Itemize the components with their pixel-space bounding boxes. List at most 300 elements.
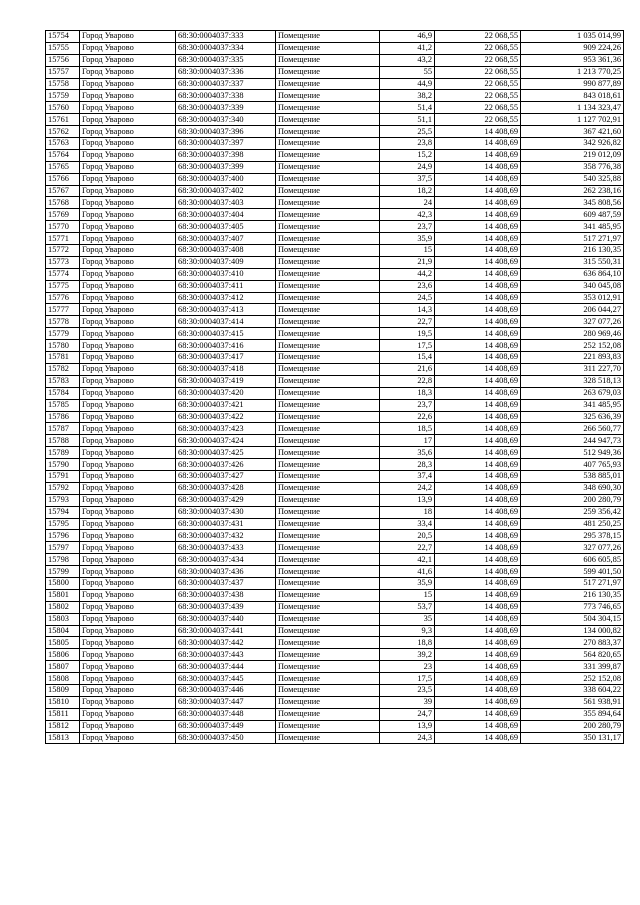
locality-cell: Город Уварово [80,708,176,720]
object-type-cell: Помещение [276,435,380,447]
object-type-cell: Помещение [276,149,380,161]
cadastral-number-cell: 68:30:0004037:422 [176,411,276,423]
cadastral-number-cell: 68:30:0004037:448 [176,708,276,720]
specific-value-cell: 14 408,69 [435,268,521,280]
row-number-cell: 15780 [46,340,80,352]
specific-value-cell: 14 408,69 [435,173,521,185]
specific-value-cell: 14 408,69 [435,138,521,150]
object-type-cell: Помещение [276,530,380,542]
object-type-cell: Помещение [276,625,380,637]
cadastral-value-cell: 280 969,46 [521,328,624,340]
area-cell: 15 [380,245,435,257]
specific-value-cell: 14 408,69 [435,542,521,554]
cadastral-value-cell: 219 012,09 [521,149,624,161]
specific-value-cell: 14 408,69 [435,221,521,233]
cadastral-number-cell: 68:30:0004037:439 [176,601,276,613]
row-number-cell: 15794 [46,506,80,518]
cadastral-number-cell: 68:30:0004037:427 [176,470,276,482]
cadastral-number-cell: 68:30:0004037:338 [176,90,276,102]
area-cell: 35 [380,613,435,625]
locality-cell: Город Уварово [80,506,176,518]
locality-cell: Город Уварово [80,447,176,459]
locality-cell: Город Уварово [80,554,176,566]
table-row [46,601,624,613]
specific-value-cell: 14 408,69 [435,684,521,696]
table-row [46,185,624,197]
locality-cell: Город Уварово [80,340,176,352]
cadastral-value-cell: 259 356,42 [521,506,624,518]
table-row [46,78,624,90]
area-cell: 37,4 [380,470,435,482]
object-type-cell: Помещение [276,554,380,566]
table-row [46,708,624,720]
row-number-cell: 15764 [46,149,80,161]
cadastral-number-cell: 68:30:0004037:397 [176,138,276,150]
locality-cell: Город Уварово [80,411,176,423]
table-row [46,435,624,447]
object-type-cell: Помещение [276,78,380,90]
area-cell: 13,9 [380,494,435,506]
specific-value-cell: 14 408,69 [435,387,521,399]
cadastral-number-cell: 68:30:0004037:411 [176,280,276,292]
object-type-cell: Помещение [276,102,380,114]
area-cell: 24 [380,197,435,209]
cadastral-number-cell: 68:30:0004037:336 [176,66,276,78]
row-number-cell: 15791 [46,470,80,482]
specific-value-cell: 14 408,69 [435,435,521,447]
locality-cell: Город Уварово [80,90,176,102]
area-cell: 18,8 [380,637,435,649]
row-number-cell: 15803 [46,613,80,625]
cadastral-number-cell: 68:30:0004037:404 [176,209,276,221]
specific-value-cell: 14 408,69 [435,577,521,589]
row-number-cell: 15797 [46,542,80,554]
specific-value-cell: 14 408,69 [435,518,521,530]
specific-value-cell: 14 408,69 [435,708,521,720]
row-number-cell: 15800 [46,577,80,589]
row-number-cell: 15805 [46,637,80,649]
object-type-cell: Помещение [276,245,380,257]
cadastral-number-cell: 68:30:0004037:408 [176,245,276,257]
locality-cell: Город Уварово [80,542,176,554]
row-number-cell: 15806 [46,649,80,661]
table-row [46,126,624,138]
cadastral-number-cell: 68:30:0004037:450 [176,732,276,744]
area-cell: 23,5 [380,684,435,696]
cadastral-value-cell: 504 304,15 [521,613,624,625]
table-row [46,589,624,601]
locality-cell: Город Уварово [80,601,176,613]
cadastral-number-cell: 68:30:0004037:410 [176,268,276,280]
cadastral-value-cell: 1 134 323,47 [521,102,624,114]
table-row [46,161,624,173]
cadastral-value-cell: 636 864,10 [521,268,624,280]
object-type-cell: Помещение [276,399,380,411]
specific-value-cell: 14 408,69 [435,637,521,649]
object-type-cell: Помещение [276,577,380,589]
cadastral-number-cell: 68:30:0004037:449 [176,720,276,732]
area-cell: 13,9 [380,720,435,732]
cadastral-number-cell: 68:30:0004037:445 [176,673,276,685]
table-row [46,221,624,233]
row-number-cell: 15756 [46,54,80,66]
cadastral-value-cell: 353 012,91 [521,292,624,304]
specific-value-cell: 14 408,69 [435,423,521,435]
row-number-cell: 15769 [46,209,80,221]
row-number-cell: 15802 [46,601,80,613]
row-number-cell: 15775 [46,280,80,292]
table-row [46,673,624,685]
object-type-cell: Помещение [276,31,380,43]
cadastral-value-cell: 315 550,31 [521,256,624,268]
cadastral-value-cell: 206 044,27 [521,304,624,316]
specific-value-cell: 14 408,69 [435,673,521,685]
area-cell: 15,2 [380,149,435,161]
area-cell: 14,3 [380,304,435,316]
specific-value-cell: 14 408,69 [435,470,521,482]
area-cell: 38,2 [380,90,435,102]
cadastral-value-cell: 606 605,85 [521,554,624,566]
cadastral-number-cell: 68:30:0004037:441 [176,625,276,637]
table-row [46,268,624,280]
cadastral-value-cell: 342 926,82 [521,138,624,150]
locality-cell: Город Уварово [80,482,176,494]
area-cell: 22,7 [380,316,435,328]
area-cell: 37,5 [380,173,435,185]
locality-cell: Город Уварово [80,435,176,447]
locality-cell: Город Уварово [80,173,176,185]
cadastral-value-cell: 843 018,61 [521,90,624,102]
cadastral-value-cell: 216 130,35 [521,245,624,257]
table-row [46,245,624,257]
table-row [46,233,624,245]
cadastral-number-cell: 68:30:0004037:396 [176,126,276,138]
cadastral-value-cell: 561 938,91 [521,696,624,708]
cadastral-value-cell: 134 000,82 [521,625,624,637]
specific-value-cell: 14 408,69 [435,209,521,221]
table-row [46,506,624,518]
area-cell: 28,3 [380,459,435,471]
area-cell: 15,4 [380,352,435,364]
cadastral-number-cell: 68:30:0004037:417 [176,352,276,364]
area-cell: 20,5 [380,530,435,542]
locality-cell: Город Уварово [80,245,176,257]
area-cell: 35,6 [380,447,435,459]
area-cell: 46,9 [380,31,435,43]
cadastral-number-cell: 68:30:0004037:425 [176,447,276,459]
cadastral-value-cell: 599 401,50 [521,566,624,578]
cadastral-number-cell: 68:30:0004037:400 [176,173,276,185]
table-row [46,518,624,530]
cadastral-value-cell: 407 765,93 [521,459,624,471]
specific-value-cell: 14 408,69 [435,554,521,566]
cadastral-value-cell: 1 035 014,99 [521,31,624,43]
area-cell: 24,2 [380,482,435,494]
area-cell: 39 [380,696,435,708]
table-row [46,684,624,696]
row-number-cell: 15770 [46,221,80,233]
table-row [46,363,624,375]
row-number-cell: 15792 [46,482,80,494]
row-number-cell: 15785 [46,399,80,411]
cadastral-value-cell: 331 399,87 [521,661,624,673]
object-type-cell: Помещение [276,173,380,185]
table-row [46,423,624,435]
area-cell: 21,9 [380,256,435,268]
locality-cell: Город Уварово [80,637,176,649]
locality-cell: Город Уварово [80,470,176,482]
object-type-cell: Помещение [276,161,380,173]
row-number-cell: 15799 [46,566,80,578]
specific-value-cell: 14 408,69 [435,375,521,387]
cadastral-number-cell: 68:30:0004037:412 [176,292,276,304]
row-number-cell: 15774 [46,268,80,280]
locality-cell: Город Уварово [80,66,176,78]
specific-value-cell: 14 408,69 [435,149,521,161]
cadastral-value-cell: 990 877,89 [521,78,624,90]
object-type-cell: Помещение [276,256,380,268]
row-number-cell: 15767 [46,185,80,197]
table-row [46,304,624,316]
table-row [46,661,624,673]
table-row [46,328,624,340]
object-type-cell: Помещение [276,601,380,613]
row-number-cell: 15798 [46,554,80,566]
cadastral-number-cell: 68:30:0004037:403 [176,197,276,209]
cadastral-number-cell: 68:30:0004037:442 [176,637,276,649]
cadastral-number-cell: 68:30:0004037:407 [176,233,276,245]
specific-value-cell: 14 408,69 [435,316,521,328]
locality-cell: Город Уварово [80,613,176,625]
locality-cell: Город Уварово [80,304,176,316]
locality-cell: Город Уварово [80,649,176,661]
area-cell: 24,3 [380,732,435,744]
area-cell: 18,3 [380,387,435,399]
object-type-cell: Помещение [276,482,380,494]
row-number-cell: 15795 [46,518,80,530]
cadastral-value-cell: 327 077,26 [521,316,624,328]
specific-value-cell: 14 408,69 [435,256,521,268]
cadastral-number-cell: 68:30:0004037:444 [176,661,276,673]
row-number-cell: 15813 [46,732,80,744]
cadastral-number-cell: 68:30:0004037:432 [176,530,276,542]
table-row [46,696,624,708]
locality-cell: Город Уварово [80,54,176,66]
area-cell: 44,2 [380,268,435,280]
locality-cell: Город Уварово [80,720,176,732]
locality-cell: Город Уварово [80,661,176,673]
table-row [46,530,624,542]
locality-cell: Город Уварово [80,292,176,304]
object-type-cell: Помещение [276,423,380,435]
cadastral-value-cell: 358 776,38 [521,161,624,173]
object-type-cell: Помещение [276,363,380,375]
locality-cell: Город Уварово [80,352,176,364]
cadastral-value-cell: 355 894,64 [521,708,624,720]
area-cell: 17,5 [380,673,435,685]
cadastral-number-cell: 68:30:0004037:434 [176,554,276,566]
object-type-cell: Помещение [276,708,380,720]
object-type-cell: Помещение [276,387,380,399]
specific-value-cell: 14 408,69 [435,185,521,197]
specific-value-cell: 14 408,69 [435,482,521,494]
area-cell: 18 [380,506,435,518]
object-type-cell: Помещение [276,197,380,209]
specific-value-cell: 22 068,55 [435,90,521,102]
area-cell: 23,8 [380,138,435,150]
row-number-cell: 15776 [46,292,80,304]
area-cell: 55 [380,66,435,78]
cadastral-number-cell: 68:30:0004037:413 [176,304,276,316]
cadastral-number-cell: 68:30:0004037:399 [176,161,276,173]
locality-cell: Город Уварово [80,233,176,245]
specific-value-cell: 14 408,69 [435,506,521,518]
cadastral-number-cell: 68:30:0004037:402 [176,185,276,197]
object-type-cell: Помещение [276,589,380,601]
specific-value-cell: 14 408,69 [435,589,521,601]
table-row [46,54,624,66]
object-type-cell: Помещение [276,268,380,280]
cadastral-number-cell: 68:30:0004037:423 [176,423,276,435]
object-type-cell: Помещение [276,292,380,304]
specific-value-cell: 14 408,69 [435,197,521,209]
object-type-cell: Помещение [276,138,380,150]
object-type-cell: Помещение [276,613,380,625]
area-cell: 42,3 [380,209,435,221]
row-number-cell: 15777 [46,304,80,316]
table-row [46,31,624,43]
cadastral-value-cell: 295 378,15 [521,530,624,542]
area-cell: 51,1 [380,114,435,126]
object-type-cell: Помещение [276,209,380,221]
locality-cell: Город Уварово [80,161,176,173]
object-type-cell: Помещение [276,126,380,138]
table-row [46,554,624,566]
table-row [46,280,624,292]
cadastral-value-cell: 270 883,37 [521,637,624,649]
table-row [46,459,624,471]
specific-value-cell: 14 408,69 [435,340,521,352]
locality-cell: Город Уварово [80,102,176,114]
table-row [46,340,624,352]
row-number-cell: 15811 [46,708,80,720]
cadastral-number-cell: 68:30:0004037:447 [176,696,276,708]
specific-value-cell: 14 408,69 [435,411,521,423]
table-row [46,197,624,209]
cadastral-number-cell: 68:30:0004037:436 [176,566,276,578]
locality-cell: Город Уварово [80,185,176,197]
row-number-cell: 15809 [46,684,80,696]
row-number-cell: 15804 [46,625,80,637]
cadastral-value-cell: 1 127 702,91 [521,114,624,126]
locality-cell: Город Уварово [80,530,176,542]
row-number-cell: 15768 [46,197,80,209]
row-number-cell: 15812 [46,720,80,732]
cadastral-value-cell: 328 518,13 [521,375,624,387]
cadastral-number-cell: 68:30:0004037:429 [176,494,276,506]
specific-value-cell: 14 408,69 [435,696,521,708]
specific-value-cell: 14 408,69 [435,280,521,292]
cadastral-value-cell: 348 690,30 [521,482,624,494]
object-type-cell: Помещение [276,340,380,352]
cadastral-number-cell: 68:30:0004037:333 [176,31,276,43]
specific-value-cell: 14 408,69 [435,304,521,316]
object-type-cell: Помещение [276,566,380,578]
locality-cell: Город Уварово [80,494,176,506]
cadastral-value-cell: 517 271,97 [521,577,624,589]
cadastral-number-cell: 68:30:0004037:334 [176,42,276,54]
specific-value-cell: 22 068,55 [435,54,521,66]
area-cell: 21,6 [380,363,435,375]
cadastral-value-table [45,30,624,744]
cadastral-value-cell: 909 224,26 [521,42,624,54]
row-number-cell: 15761 [46,114,80,126]
cadastral-number-cell: 68:30:0004037:426 [176,459,276,471]
object-type-cell: Помещение [276,518,380,530]
cadastral-value-cell: 325 636,39 [521,411,624,423]
locality-cell: Город Уварово [80,280,176,292]
locality-cell: Город Уварово [80,399,176,411]
locality-cell: Город Уварово [80,423,176,435]
table-row [46,102,624,114]
specific-value-cell: 14 408,69 [435,126,521,138]
specific-value-cell: 14 408,69 [435,625,521,637]
table-row [46,352,624,364]
cadastral-value-cell: 340 045,08 [521,280,624,292]
table-row [46,720,624,732]
specific-value-cell: 14 408,69 [435,328,521,340]
cadastral-value-cell: 512 949,36 [521,447,624,459]
row-number-cell: 15793 [46,494,80,506]
area-cell: 33,4 [380,518,435,530]
locality-cell: Город Уварово [80,518,176,530]
row-number-cell: 15801 [46,589,80,601]
area-cell: 23,6 [380,280,435,292]
area-cell: 24,5 [380,292,435,304]
area-cell: 23 [380,661,435,673]
cadastral-value-cell: 221 893,83 [521,352,624,364]
table-row [46,577,624,589]
row-number-cell: 15781 [46,352,80,364]
row-number-cell: 15754 [46,31,80,43]
table-row [46,173,624,185]
table-row [46,256,624,268]
row-number-cell: 15784 [46,387,80,399]
cadastral-number-cell: 68:30:0004037:440 [176,613,276,625]
specific-value-cell: 22 068,55 [435,66,521,78]
specific-value-cell: 14 408,69 [435,566,521,578]
locality-cell: Город Уварово [80,31,176,43]
cadastral-number-cell: 68:30:0004037:415 [176,328,276,340]
table-row [46,316,624,328]
cadastral-number-cell: 68:30:0004037:433 [176,542,276,554]
cadastral-number-cell: 68:30:0004037:443 [176,649,276,661]
cadastral-number-cell: 68:30:0004037:339 [176,102,276,114]
object-type-cell: Помещение [276,494,380,506]
cadastral-value-cell: 609 487,59 [521,209,624,221]
cadastral-value-cell: 341 485,95 [521,399,624,411]
cadastral-value-cell: 367 421,60 [521,126,624,138]
locality-cell: Город Уварово [80,138,176,150]
area-cell: 35,9 [380,577,435,589]
area-cell: 43,2 [380,54,435,66]
row-number-cell: 15810 [46,696,80,708]
locality-cell: Город Уварово [80,209,176,221]
table-row [46,90,624,102]
area-cell: 51,4 [380,102,435,114]
table-row [46,447,624,459]
object-type-cell: Помещение [276,352,380,364]
